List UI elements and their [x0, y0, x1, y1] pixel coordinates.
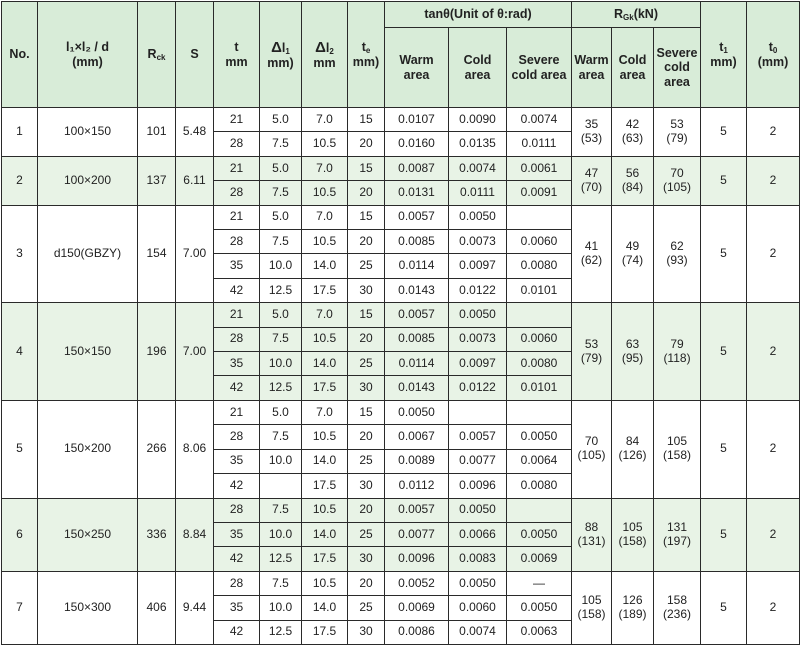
- cell-tan-warm: 0.0050: [385, 400, 449, 424]
- table-row: [2, 571, 800, 595]
- cell-tan-warm: 0.0143: [385, 376, 449, 400]
- cell-delta-l1: 12.5: [260, 376, 302, 400]
- cell-delta-l2: 7.0: [302, 156, 348, 180]
- cell-te: 20: [348, 132, 385, 156]
- cell-te: 25: [348, 596, 385, 620]
- cell-tan-severe: [507, 303, 572, 327]
- table-row: [2, 205, 800, 229]
- cell-tan-cold: 0.0066: [449, 522, 507, 546]
- cell-t: 35: [214, 596, 260, 620]
- cell-tan-warm: 0.0096: [385, 547, 449, 571]
- cell-tan-severe: 0.0064: [507, 449, 572, 473]
- cell-tan-warm: 0.0087: [385, 156, 449, 180]
- cell-s: 6.11: [176, 156, 214, 205]
- cell-t0: 2: [747, 303, 800, 401]
- cell-te: 20: [348, 230, 385, 254]
- header-te: $t_e$ mm): [348, 2, 385, 108]
- cell-t1: 5: [701, 400, 747, 498]
- cell-t: 28: [214, 230, 260, 254]
- header-rgk-warm: Warm area: [572, 28, 612, 108]
- cell-te: 25: [348, 449, 385, 473]
- cell-delta-l2: 14.0: [302, 254, 348, 278]
- cell-tan-cold: 0.0111: [449, 181, 507, 205]
- cell-rgk-cold: 126 (189): [612, 571, 654, 644]
- cell-rgk-cold: 105 (158): [612, 498, 654, 571]
- cell-delta-l1: [260, 474, 302, 498]
- cell-delta-l2: 7.0: [302, 400, 348, 424]
- cell-delta-l2: 14.0: [302, 596, 348, 620]
- cell-delta-l1: 7.5: [260, 571, 302, 595]
- cell-delta-l2: 17.5: [302, 278, 348, 302]
- cell-dimensions: d150(GBZY): [38, 205, 138, 303]
- cell-tan-warm: 0.0057: [385, 205, 449, 229]
- cell-rgk-severe: 53 (79): [654, 108, 701, 157]
- cell-delta-l2: 10.5: [302, 230, 348, 254]
- cell-tan-severe: 0.0074: [507, 108, 572, 132]
- cell-tan-warm: 0.0160: [385, 132, 449, 156]
- cell-rgk-warm: 53 (79): [572, 303, 612, 401]
- cell-rgk-warm: 41 (62): [572, 205, 612, 303]
- cell-no: 1: [2, 108, 38, 157]
- cell-rgk-severe: 158 (236): [654, 571, 701, 644]
- cell-s: 8.84: [176, 498, 214, 571]
- cell-tan-cold: 0.0096: [449, 474, 507, 498]
- cell-delta-l1: 10.0: [260, 254, 302, 278]
- cell-tan-cold: 0.0050: [449, 498, 507, 522]
- header-dimensions: l₁×l₂ / d (mm): [38, 2, 138, 108]
- cell-delta-l1: 5.0: [260, 205, 302, 229]
- cell-te: 15: [348, 205, 385, 229]
- cell-t0: 2: [747, 400, 800, 498]
- header-rgk-group: $R_{Gk}(kN)$: [572, 2, 701, 28]
- cell-t: 28: [214, 498, 260, 522]
- cell-tan-cold: 0.0050: [449, 571, 507, 595]
- cell-delta-l1: 7.5: [260, 132, 302, 156]
- cell-tan-severe: 0.0063: [507, 620, 572, 644]
- cell-delta-l1: 5.0: [260, 400, 302, 424]
- header-tan-group: tanθ(Unit of θ:rad): [385, 2, 572, 28]
- cell-dimensions: 150×200: [38, 400, 138, 498]
- cell-delta-l2: 10.5: [302, 132, 348, 156]
- header-delta-l1: $\Delta l_1$ mm): [260, 2, 302, 108]
- cell-delta-l1: 5.0: [260, 156, 302, 180]
- cell-t: 28: [214, 327, 260, 351]
- cell-tan-cold: 0.0073: [449, 327, 507, 351]
- cell-t: 21: [214, 108, 260, 132]
- cell-rck: 154: [138, 205, 176, 303]
- cell-tan-severe: 0.0069: [507, 547, 572, 571]
- cell-tan-warm: 0.0069: [385, 596, 449, 620]
- cell-tan-cold: 0.0083: [449, 547, 507, 571]
- cell-delta-l2: 14.0: [302, 352, 348, 376]
- header-rgk-cold: Cold area: [612, 28, 654, 108]
- cell-t: 28: [214, 181, 260, 205]
- cell-tan-warm: 0.0114: [385, 352, 449, 376]
- cell-dimensions: 150×300: [38, 571, 138, 644]
- cell-tan-warm: 0.0089: [385, 449, 449, 473]
- cell-t1: 5: [701, 205, 747, 303]
- cell-s: 7.00: [176, 205, 214, 303]
- cell-tan-severe: 0.0061: [507, 156, 572, 180]
- table-row: [2, 108, 800, 132]
- cell-no: 5: [2, 400, 38, 498]
- cell-tan-severe: 0.0080: [507, 352, 572, 376]
- cell-tan-warm: 0.0086: [385, 620, 449, 644]
- cell-te: 15: [348, 400, 385, 424]
- cell-rgk-cold: 63 (95): [612, 303, 654, 401]
- cell-tan-severe: 0.0111: [507, 132, 572, 156]
- cell-tan-severe: —: [507, 571, 572, 595]
- header-rck: $R_{ck}$: [138, 2, 176, 108]
- cell-tan-warm: 0.0077: [385, 522, 449, 546]
- cell-t0: 2: [747, 205, 800, 303]
- cell-delta-l2: 17.5: [302, 474, 348, 498]
- cell-tan-warm: 0.0143: [385, 278, 449, 302]
- cell-delta-l2: 7.0: [302, 108, 348, 132]
- cell-delta-l1: 10.0: [260, 596, 302, 620]
- cell-tan-cold: 0.0122: [449, 278, 507, 302]
- cell-t: 21: [214, 400, 260, 424]
- cell-tan-severe: 0.0050: [507, 596, 572, 620]
- cell-no: 3: [2, 205, 38, 303]
- cell-te: 25: [348, 522, 385, 546]
- cell-rgk-warm: 88 (131): [572, 498, 612, 571]
- cell-tan-severe: 0.0060: [507, 230, 572, 254]
- cell-tan-severe: 0.0060: [507, 327, 572, 351]
- cell-tan-severe: 0.0091: [507, 181, 572, 205]
- cell-tan-severe: 0.0080: [507, 474, 572, 498]
- table-row: [2, 156, 800, 180]
- cell-tan-warm: 0.0107: [385, 108, 449, 132]
- cell-delta-l1: 7.5: [260, 181, 302, 205]
- cell-rgk-cold: 42 (63): [612, 108, 654, 157]
- cell-tan-cold: 0.0077: [449, 449, 507, 473]
- cell-te: 20: [348, 571, 385, 595]
- cell-te: 25: [348, 352, 385, 376]
- cell-t1: 5: [701, 156, 747, 205]
- cell-tan-cold: 0.0050: [449, 205, 507, 229]
- cell-rck: 137: [138, 156, 176, 205]
- cell-rgk-warm: 70 (105): [572, 400, 612, 498]
- cell-tan-severe: 0.0101: [507, 278, 572, 302]
- cell-delta-l2: 10.5: [302, 571, 348, 595]
- header-delta-l2: $\Delta l_2$ mm: [302, 2, 348, 108]
- cell-te: 15: [348, 303, 385, 327]
- cell-tan-cold: 0.0057: [449, 425, 507, 449]
- cell-no: 7: [2, 571, 38, 644]
- cell-delta-l1: 12.5: [260, 278, 302, 302]
- cell-no: 4: [2, 303, 38, 401]
- cell-t1: 5: [701, 498, 747, 571]
- cell-tan-cold: 0.0073: [449, 230, 507, 254]
- cell-delta-l2: 14.0: [302, 522, 348, 546]
- cell-rgk-severe: 79 (118): [654, 303, 701, 401]
- cell-tan-warm: 0.0112: [385, 474, 449, 498]
- cell-rck: 336: [138, 498, 176, 571]
- header-t: t mm: [214, 2, 260, 108]
- cell-tan-cold: 0.0074: [449, 620, 507, 644]
- cell-delta-l2: 10.5: [302, 181, 348, 205]
- header-t0: $t_0$ (mm): [747, 2, 800, 108]
- cell-te: 30: [348, 474, 385, 498]
- cell-tan-cold: 0.0135: [449, 132, 507, 156]
- cell-delta-l1: 12.5: [260, 620, 302, 644]
- cell-tan-cold: [449, 400, 507, 424]
- cell-dimensions: 100×150: [38, 108, 138, 157]
- cell-delta-l1: 10.0: [260, 522, 302, 546]
- cell-rgk-severe: 105 (158): [654, 400, 701, 498]
- cell-t: 42: [214, 547, 260, 571]
- header-tan-cold: Cold area: [449, 28, 507, 108]
- cell-delta-l2: 10.5: [302, 425, 348, 449]
- cell-te: 30: [348, 620, 385, 644]
- cell-rck: 196: [138, 303, 176, 401]
- cell-tan-severe: 0.0101: [507, 376, 572, 400]
- cell-t: 28: [214, 571, 260, 595]
- cell-te: 25: [348, 254, 385, 278]
- cell-delta-l1: 10.0: [260, 352, 302, 376]
- cell-tan-severe: 0.0080: [507, 254, 572, 278]
- cell-te: 20: [348, 181, 385, 205]
- cell-te: 15: [348, 108, 385, 132]
- cell-tan-warm: 0.0085: [385, 230, 449, 254]
- table-row: [2, 303, 800, 327]
- cell-tan-severe: [507, 498, 572, 522]
- cell-tan-cold: 0.0097: [449, 352, 507, 376]
- cell-tan-warm: 0.0131: [385, 181, 449, 205]
- cell-delta-l2: 14.0: [302, 449, 348, 473]
- cell-te: 20: [348, 498, 385, 522]
- cell-t0: 2: [747, 498, 800, 571]
- cell-s: 5.48: [176, 108, 214, 157]
- cell-rgk-severe: 70 (105): [654, 156, 701, 205]
- cell-tan-warm: 0.0052: [385, 571, 449, 595]
- cell-tan-warm: 0.0067: [385, 425, 449, 449]
- cell-rck: 266: [138, 400, 176, 498]
- cell-tan-cold: 0.0090: [449, 108, 507, 132]
- cell-t: 35: [214, 352, 260, 376]
- cell-delta-l1: 5.0: [260, 303, 302, 327]
- cell-tan-cold: 0.0050: [449, 303, 507, 327]
- cell-tan-warm: 0.0057: [385, 498, 449, 522]
- header-s: S: [176, 2, 214, 108]
- cell-delta-l1: 12.5: [260, 547, 302, 571]
- cell-no: 6: [2, 498, 38, 571]
- cell-t: 42: [214, 474, 260, 498]
- cell-t: 42: [214, 620, 260, 644]
- cell-t: 28: [214, 425, 260, 449]
- cell-delta-l2: 17.5: [302, 547, 348, 571]
- cell-t1: 5: [701, 303, 747, 401]
- cell-delta-l2: 17.5: [302, 620, 348, 644]
- header-no: No.: [2, 2, 38, 108]
- cell-rgk-cold: 84 (126): [612, 400, 654, 498]
- table-row: [2, 400, 800, 424]
- header-tan-warm: Warm area: [385, 28, 449, 108]
- cell-delta-l1: 5.0: [260, 108, 302, 132]
- cell-rgk-warm: 47 (70): [572, 156, 612, 205]
- cell-rck: 101: [138, 108, 176, 157]
- cell-te: 30: [348, 547, 385, 571]
- cell-tan-warm: 0.0085: [385, 327, 449, 351]
- cell-te: 30: [348, 278, 385, 302]
- cell-rgk-severe: 62 (93): [654, 205, 701, 303]
- cell-delta-l2: 7.0: [302, 303, 348, 327]
- cell-t: 35: [214, 254, 260, 278]
- cell-t: 21: [214, 156, 260, 180]
- cell-tan-cold: 0.0074: [449, 156, 507, 180]
- cell-tan-severe: [507, 400, 572, 424]
- table-body: [2, 108, 800, 645]
- table-row: [2, 498, 800, 522]
- cell-delta-l2: 17.5: [302, 376, 348, 400]
- cell-tan-cold: 0.0122: [449, 376, 507, 400]
- cell-t: 42: [214, 278, 260, 302]
- cell-t1: 5: [701, 571, 747, 644]
- cell-dimensions: 150×250: [38, 498, 138, 571]
- cell-dimensions: 150×150: [38, 303, 138, 401]
- cell-tan-cold: 0.0060: [449, 596, 507, 620]
- cell-tan-warm: 0.0114: [385, 254, 449, 278]
- cell-rgk-warm: 105 (158): [572, 571, 612, 644]
- cell-te: 15: [348, 156, 385, 180]
- cell-delta-l1: 7.5: [260, 327, 302, 351]
- header-tan-severe: Severe cold area: [507, 28, 572, 108]
- cell-tan-cold: 0.0097: [449, 254, 507, 278]
- cell-rgk-severe: 131 (197): [654, 498, 701, 571]
- cell-delta-l2: 7.0: [302, 205, 348, 229]
- cell-t0: 2: [747, 156, 800, 205]
- cell-s: 9.44: [176, 571, 214, 644]
- cell-te: 20: [348, 425, 385, 449]
- header-rgk-severe: Severe cold area: [654, 28, 701, 108]
- cell-t: 21: [214, 205, 260, 229]
- cell-delta-l1: 7.5: [260, 230, 302, 254]
- cell-tan-severe: [507, 205, 572, 229]
- cell-t: 42: [214, 376, 260, 400]
- cell-tan-warm: 0.0057: [385, 303, 449, 327]
- cell-dimensions: 100×200: [38, 156, 138, 205]
- cell-rgk-cold: 56 (84): [612, 156, 654, 205]
- cell-s: 7.00: [176, 303, 214, 401]
- cell-rgk-cold: 49 (74): [612, 205, 654, 303]
- cell-rgk-warm: 35 (53): [572, 108, 612, 157]
- cell-rck: 406: [138, 571, 176, 644]
- cell-t: 28: [214, 132, 260, 156]
- cell-t0: 2: [747, 571, 800, 644]
- cell-t: 21: [214, 303, 260, 327]
- cell-s: 8.06: [176, 400, 214, 498]
- cell-delta-l1: 7.5: [260, 425, 302, 449]
- bearing-spec-table: [1, 1, 800, 645]
- cell-delta-l1: 7.5: [260, 498, 302, 522]
- cell-tan-severe: 0.0050: [507, 425, 572, 449]
- cell-t: 35: [214, 522, 260, 546]
- cell-tan-severe: 0.0050: [507, 522, 572, 546]
- cell-delta-l2: 10.5: [302, 498, 348, 522]
- header-t1: $t_1$ mm): [701, 2, 747, 108]
- cell-delta-l2: 10.5: [302, 327, 348, 351]
- cell-te: 30: [348, 376, 385, 400]
- cell-t1: 5: [701, 108, 747, 157]
- cell-t: 35: [214, 449, 260, 473]
- cell-delta-l1: 10.0: [260, 449, 302, 473]
- cell-te: 20: [348, 327, 385, 351]
- cell-t0: 2: [747, 108, 800, 157]
- cell-no: 2: [2, 156, 38, 205]
